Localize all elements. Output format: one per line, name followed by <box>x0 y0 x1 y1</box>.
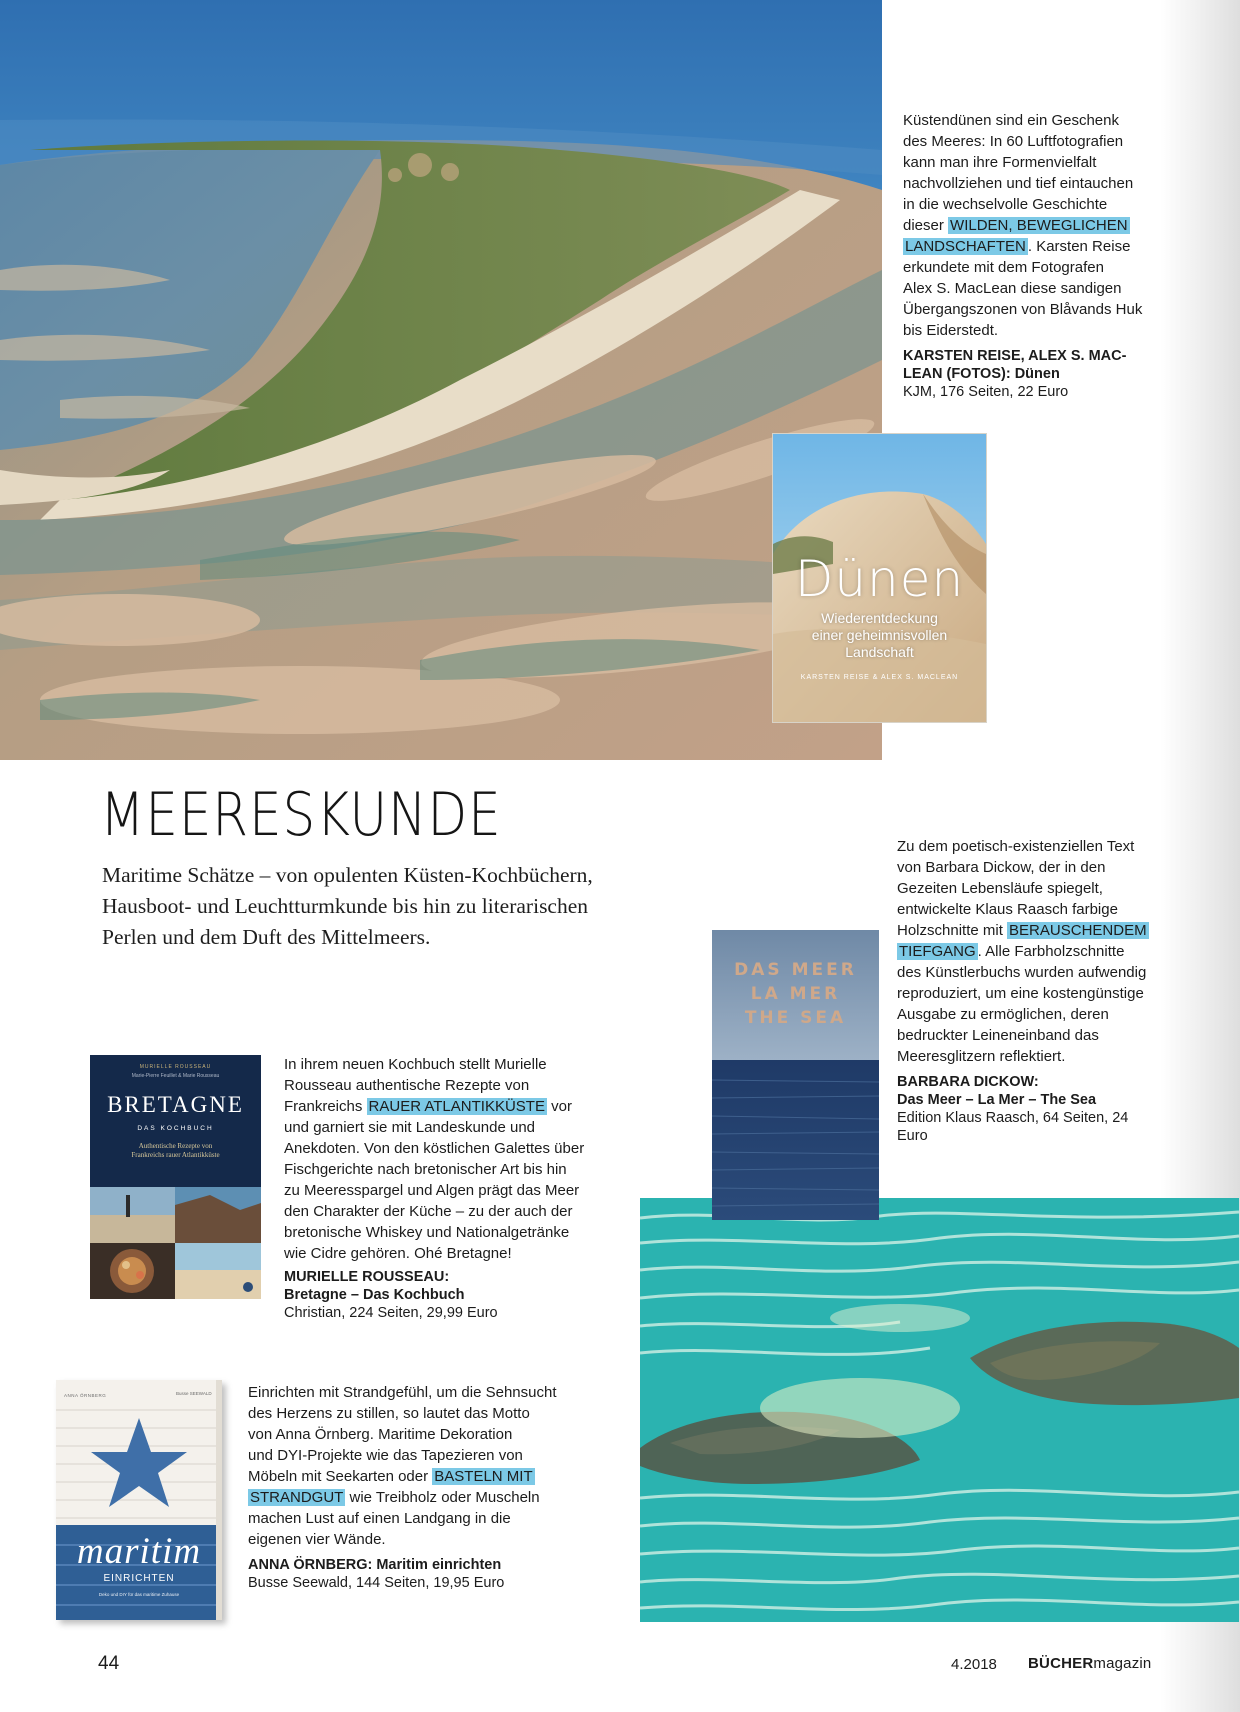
review-line: wie Treibholz oder Muscheln <box>345 1489 540 1506</box>
review-line: bis Eiderstedt. <box>903 322 999 339</box>
maritim-book-cover <box>56 1380 222 1620</box>
review-line: . Karsten Reise <box>1027 238 1131 255</box>
review-line: Alex S. MacLean diese sandigen <box>903 280 1122 297</box>
cover-author: ANNA ÖRNBERG <box>64 1393 107 1398</box>
aerial-dune-photo <box>0 0 882 760</box>
highlight-phrase: WILDEN, BEWEGLICHEN <box>950 217 1128 234</box>
dunen-review-text <box>903 110 1143 341</box>
book-title: Bretagne – Das Kochbuch <box>284 1287 465 1303</box>
cover-author: MURIELLE ROUSSEAU <box>139 1064 212 1070</box>
cover-title-line: DAS MEER <box>734 960 857 980</box>
review-line: wie Cidre gehören. Ohé Bretagne! <box>284 1245 512 1262</box>
highlight-phrase: TIEFGANG <box>899 943 976 960</box>
review-line: reproduziert, um eine kostengünstige <box>897 985 1144 1002</box>
highlight-phrase: BASTELN MIT <box>434 1468 533 1485</box>
lead-line: Hausboot- und Leuchtturmkunde bis hin zu literarischen <box>102 894 589 918</box>
bretagne-review-text <box>284 1054 594 1264</box>
cover-subtitle-line: Landschaft <box>845 644 914 660</box>
review-line: Küstendünen sind ein Geschenk <box>903 112 1119 129</box>
cover-subtitle: DAS KOCHBUCH <box>137 1125 214 1132</box>
review-line: kann man ihre Formenvielfalt <box>903 154 1097 171</box>
cover-description-line: Frankreichs rauer Atlantikküste <box>131 1151 220 1159</box>
lead-line: Perlen und dem Duft des Mittelmeers. <box>102 925 431 949</box>
lead-line: Maritime Schätze – von opulenten Küsten-Kochbüchern, <box>102 863 593 887</box>
cover-authors: KARSTEN REISE & ALEX S. MACLEAN <box>800 674 959 681</box>
review-line: und DYI-Projekte wie das Tapezieren von <box>248 1447 523 1464</box>
book-title: Das Meer – La Mer – The Sea <box>897 1092 1097 1108</box>
cover-subtitle: EINRICHTEN <box>103 1573 175 1584</box>
section-lead <box>102 860 662 953</box>
review-line: des Künstlerbuchs wurden aufwendig <box>897 964 1147 981</box>
woodcut-sea-print <box>640 1198 1239 1622</box>
highlight-phrase: RAUER ATLANTIKKÜSTE <box>368 1098 545 1115</box>
review-line: In ihrem neuen Kochbuch stellt Murielle <box>284 1056 547 1073</box>
book-author: ANNA ÖRNBERG: Maritim einrichten <box>248 1557 502 1573</box>
maritim-review-text <box>248 1382 578 1550</box>
review-line: den Charakter der Küche – zu der auch der <box>284 1203 573 1220</box>
bretagne-book-cover <box>90 1055 261 1299</box>
cover-title-line: THE SEA <box>744 1008 847 1028</box>
cover-contributors: Marie-Pierre Feuillet & Marie Rousseau <box>131 1073 220 1079</box>
review-line: dieser <box>903 217 949 234</box>
book-author: MURIELLE ROUSSEAU: <box>284 1269 450 1285</box>
brand-rest: magazin <box>1093 1655 1152 1672</box>
highlight-phrase: LANDSCHAFTEN <box>905 238 1026 255</box>
review-line: des Meeres: In 60 Luftfotografien <box>903 133 1124 150</box>
review-line: Anekdoten. Von den köstlichen Galettes über <box>284 1140 585 1157</box>
review-line: von Barbara Dickow, der in den <box>897 859 1106 876</box>
cover-title-line: LA MER <box>750 984 841 1004</box>
cover-subtitle <box>773 610 986 661</box>
review-line: vor <box>546 1098 572 1115</box>
dunen-book-cover <box>773 434 986 722</box>
magazine-brand <box>1028 1655 1151 1672</box>
cover-description <box>90 1142 261 1160</box>
book-publisher: Busse Seewald, 144 Seiten, 19,95 Euro <box>248 1575 505 1591</box>
review-line: des Herzens zu stillen, so lautet das Motto <box>248 1405 530 1422</box>
review-line: Holzschnitte mit <box>897 922 1008 939</box>
bretagne-book-credit <box>284 1268 604 1322</box>
review-line: . Alle Farbholzschnitte <box>977 943 1125 960</box>
review-line: Rousseau authentische Rezepte von <box>284 1077 530 1094</box>
maritim-book-credit <box>248 1556 578 1592</box>
issue-date: 4.2018 <box>951 1656 997 1673</box>
sea-book-cover <box>712 930 879 1220</box>
review-line: eigenen vier Wände. <box>248 1531 386 1548</box>
sea-cover-title <box>712 958 879 1030</box>
book-publisher: Edition Klaus Raasch, 64 Seiten, 24 Euro <box>897 1110 1129 1144</box>
review-line: Ausgabe zu ermöglichen, deren <box>897 1006 1109 1023</box>
book-publisher: Christian, 224 Seiten, 29,99 Euro <box>284 1305 498 1321</box>
cover-subtitle-line: Wiederentdeckung <box>821 610 938 626</box>
review-line: in die wechselvolle Geschichte <box>903 196 1108 213</box>
review-line: Übergangszonen von Blåvands Huk <box>903 301 1143 318</box>
dunen-book-credit <box>903 347 1143 401</box>
sea-book-credit <box>897 1073 1159 1145</box>
review-line: zu Meeresspargel und Algen prägt das Meer <box>284 1182 580 1199</box>
book-author: KARSTEN REISE, ALEX S. MAC- <box>903 348 1127 364</box>
review-line: entwickelte Klaus Raasch farbige <box>897 901 1118 918</box>
review-line: Möbeln mit Seekarten oder <box>248 1468 433 1485</box>
review-line: von Anna Örnberg. Maritime Dekoration <box>248 1426 513 1443</box>
book-title: LEAN (FOTOS): Dünen <box>903 366 1060 382</box>
cover-subtitle-line: einer geheimnisvollen <box>811 627 948 643</box>
cover-description-line: Authentische Rezepte von <box>138 1142 213 1150</box>
cover-title: BRETAGNE <box>107 1092 244 1117</box>
review-line: und garniert sie mit Landeskunde und <box>284 1119 536 1136</box>
review-line: Frankreichs <box>284 1098 367 1115</box>
review-line: bretonische Whiskey und Nationalgetränke <box>284 1224 570 1241</box>
highlight-phrase: STRANDGUT <box>250 1489 344 1506</box>
section-title: MEERESKUNDE <box>100 780 502 850</box>
book-author: BARBARA DICKOW: <box>897 1074 1039 1090</box>
review-line: bedruckter Leineneinband das <box>897 1027 1099 1044</box>
review-line: Einrichten mit Strandgefühl, um die Sehnsucht <box>248 1384 557 1401</box>
cover-title: maritim <box>76 1531 202 1572</box>
review-line: Gezeiten Lebensläufe spiegelt, <box>897 880 1103 897</box>
review-line: Meeresglitzern reflektiert. <box>897 1048 1066 1065</box>
review-line: Zu dem poetisch-existenziellen Text <box>897 838 1135 855</box>
book-publisher: KJM, 176 Seiten, 22 Euro <box>903 384 1069 400</box>
review-line: Fischgerichte nach bretonischer Art bis hin <box>284 1161 567 1178</box>
highlight-phrase: BERAUSCHENDEM <box>1009 922 1147 939</box>
review-line: nachvollziehen und tief eintauchen <box>903 175 1134 192</box>
review-line: erkundete mit dem Fotografen <box>903 259 1104 276</box>
cover-title: Dünen <box>794 550 965 608</box>
review-line: machen Lust auf einen Landgang in die <box>248 1510 511 1527</box>
brand-bold: BÜCHER <box>1028 1655 1094 1672</box>
cover-description: Deko und DIY für das maritime Zuhause <box>98 1592 180 1597</box>
publisher-badge: Busse SEEWALD <box>176 1391 212 1396</box>
sea-review-text <box>897 836 1157 1067</box>
page-number: 44 <box>98 1653 120 1674</box>
